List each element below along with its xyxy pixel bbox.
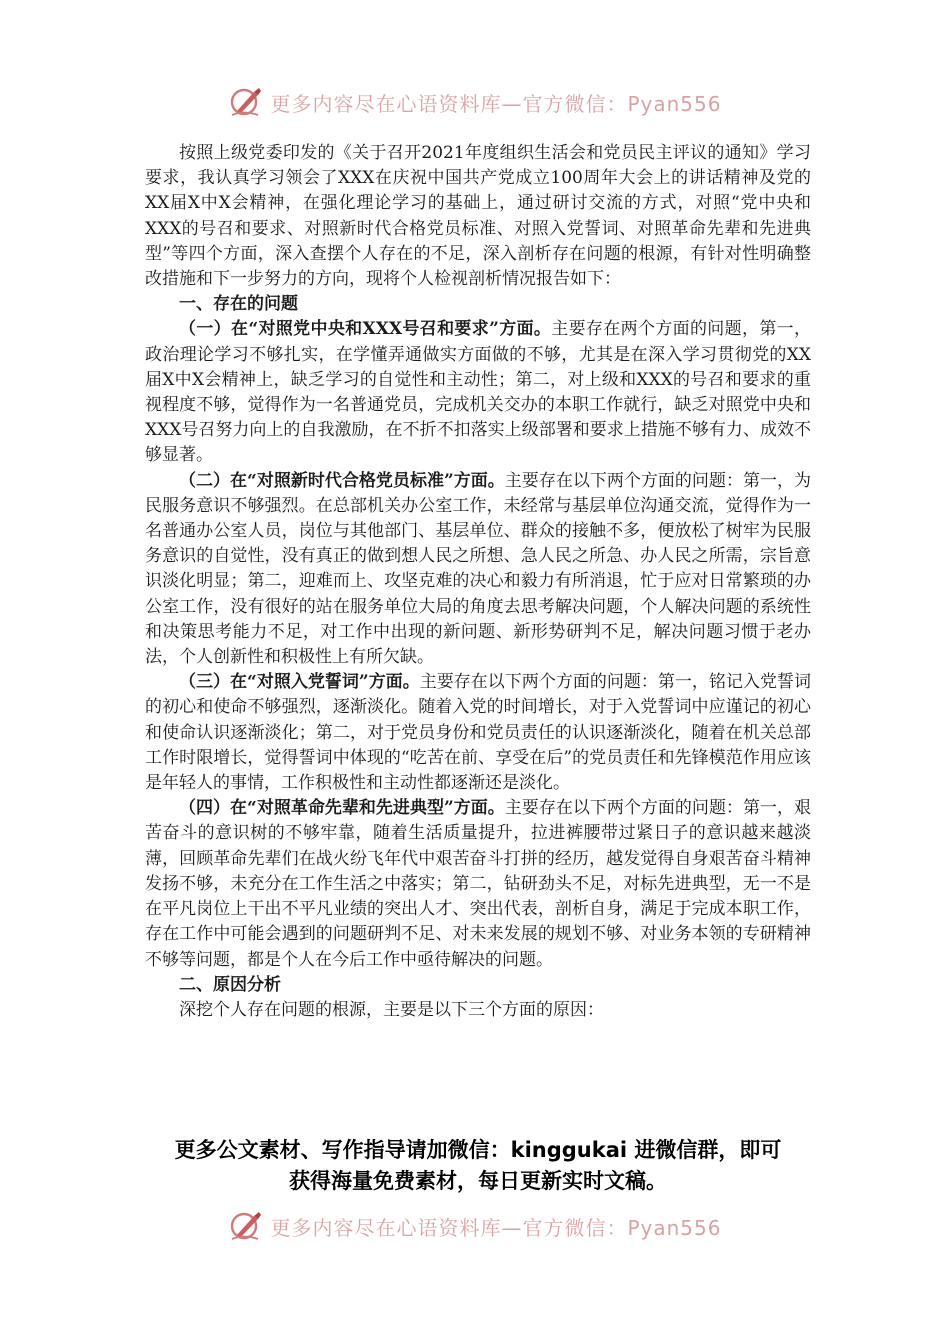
document-body <box>145 141 811 1023</box>
promo-line-1: 更多公文素材、写作指导请加微信：kinggukai 进微信群，即可 <box>174 1138 782 1162</box>
problem-paragraph-4 <box>145 796 811 972</box>
intro-paragraph: 按照上级党委印发的《关于召开2021年度组织生活会和党员民主评议的通知》学习要求，我认真学习领会了XXX在庆祝中国共产党成立100周年大会上的讲话精神及党的XX届X中X会精神，在强化理论学习的基础上，通过研讨交流的方式，对照“党中央和XXX的号召和要求、对照新时代合格党员标准、对照入党誓词、对照革命先辈和先进典型”等四个方面，深入查摆个人存在的不足，深入剖析存在问题的根源，有针对性明确整改措施和下一步努力的方向，现将个人检视剖析情况报告如下： <box>145 143 811 290</box>
problem-lead-1: （一）在“对照党中央和XXX号召和要求”方面。 <box>179 319 552 340</box>
promo-banner <box>145 1135 811 1197</box>
pen-nib-logo-icon <box>228 84 264 120</box>
watermark-header <box>0 84 950 120</box>
promo-line-2: 获得海量免费素材，每日更新实时文稿。 <box>289 1169 667 1193</box>
problem-lead-3: （三）在“对照入党誓词”方面。 <box>179 672 420 693</box>
section-heading-problems: 一、存在的问题 <box>179 294 298 315</box>
problem-body-3: 主要存在以下两个方面的问题：第一，铭记入党誓词的初心和使命不够强烈，逐渐淡化。随着入党的时间增长，对于入党誓词中应谨记的初心和使命认识逐渐淡化；第二，对于党员身份和党员责任的认识逐渐淡化，随着在机关总部工作时限增长，觉得誓词中体现的“吃苦在前、享受在后”的党员责任和先锋模范作用应该是年轻人的事情，工作积极性和主动性都逐渐还是淡化。 <box>145 672 811 794</box>
problem-body-4: 主要存在以下两个方面的问题：第一，艰苦奋斗的意识树的不够牢靠，随着生活质量提升，拉进裤腰带过紧日子的意识越来越淡薄，回顾革命先辈们在战火纷飞年代中艰苦奋斗打拼的经历，越发觉得自身艰苦奋斗精神发扬不够，未充分在工作生活之中落实；第二，钻研劲头不足，对标先进典型，无一不是在平凡岗位上干出不平凡业绩的突出人才、突出代表，剖析自身，满足于完成本职工作，存在工作中可能会遇到的问题研判不足、对未来发展的规划不够、对业务本领的专研精神不够等问题，都是个人在今后工作中亟待解决的问题。 <box>145 798 811 970</box>
causes-intro-paragraph: 深挖个人存在问题的根源，主要是以下三个方面的原因： <box>179 999 604 1020</box>
watermark-text: 更多内容尽在心语资料库—官方微信：Pyan556 <box>270 1215 722 1240</box>
problem-body-1: 主要存在两个方面的问题，第一，政治理论学习不够扎实，在学懂弄通做实方面做的不够，尤其是在深入学习贯彻党的XX届X中X会精神上，缺乏学习的自觉性和主动性；第二，对上级和XXX的号召和要求的重视程度不够，觉得作为一名普通党员，完成机关交办的本职工作就行，缺乏对照党中央和XXX号召努力向上的自我激励，在不折不扣落实上级部署和要求上措施不够有力、成效不够显著。 <box>145 319 811 466</box>
pen-nib-logo-icon <box>228 1208 264 1244</box>
problem-lead-2: （二）在“对照新时代合格党员标准”方面。 <box>179 470 505 491</box>
problem-lead-4: （四）在“对照革命先辈和先进典型”方面。 <box>179 798 505 819</box>
problem-paragraph-1 <box>145 317 811 468</box>
watermark-footer <box>0 1208 950 1244</box>
watermark-text: 更多内容尽在心语资料库—官方微信：Pyan556 <box>270 91 722 116</box>
problem-paragraph-2 <box>145 469 811 671</box>
section-heading-causes: 二、原因分析 <box>179 974 281 995</box>
problem-paragraph-3 <box>145 670 811 796</box>
problem-body-2: 主要存在以下两个方面的问题：第一，为民服务意识不够强烈。在总部机关办公室工作，未经常与基层单位沟通交流，觉得作为一名普通办公室人员，岗位与其他部门、基层单位、群众的接触不多，便放松了树牢为民服务意识的自觉性，没有真正的做到想人民之所想、急人民之所急、办人民之所需，宗旨意识淡化明显；第二，迎难而上、攻坚克难的决心和毅力有所消退，忙于应对日常繁琐的办公室工作，没有很好的站在服务单位大局的角度去思考解决问题，个人解决问题的系统性和决策思考能力不足，对工作中出现的新问题、新形势研判不足，解决问题习惯于老办法，个人创新性和积极性上有所欠缺。 <box>145 470 811 668</box>
